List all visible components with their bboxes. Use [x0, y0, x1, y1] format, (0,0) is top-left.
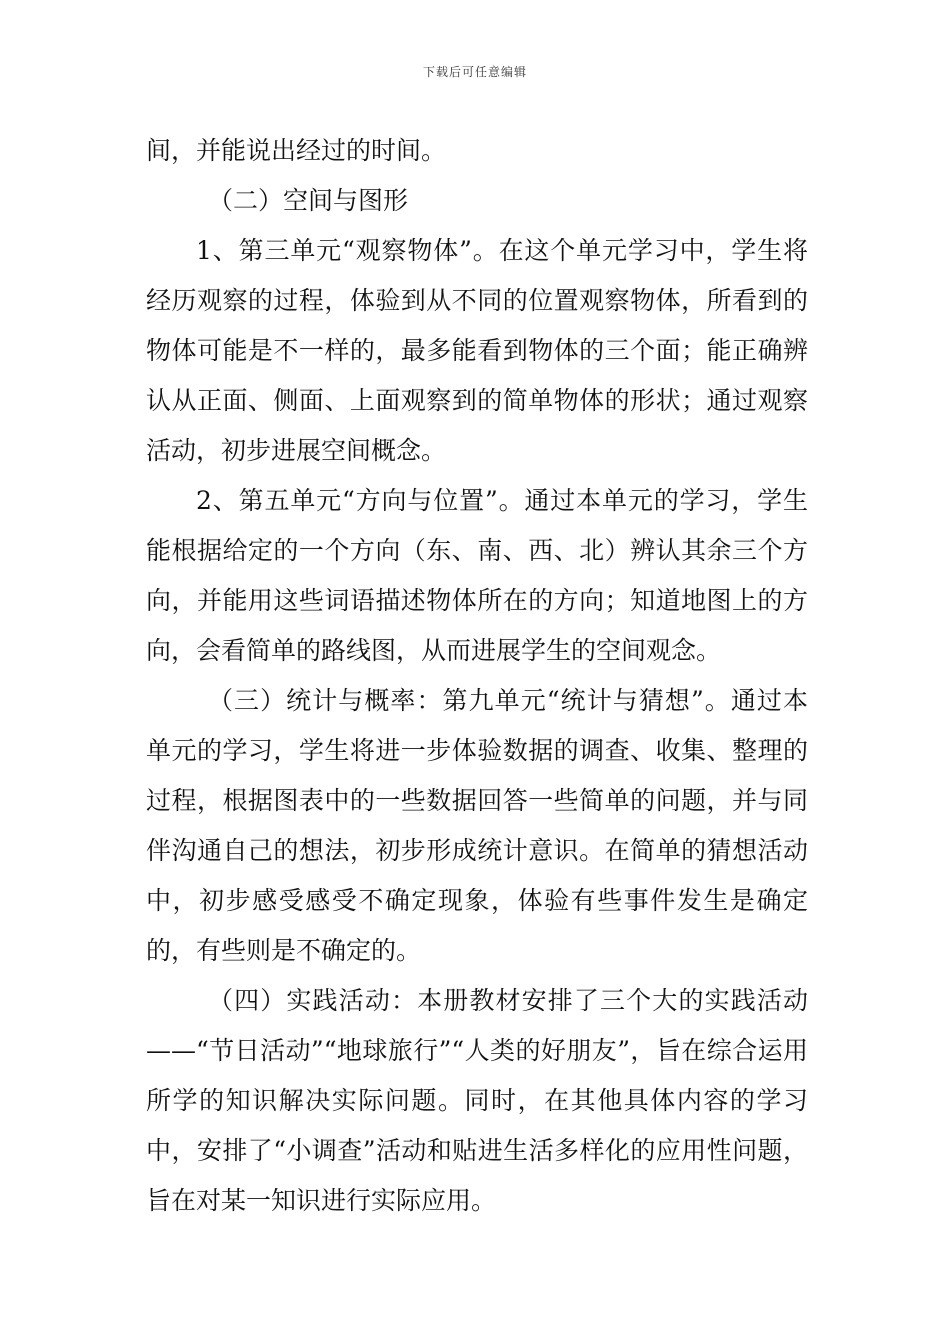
paragraph-practice-activities: （四）实践活动：本册教材安排了三个大的实践活动——“节日活动”“地球旅行”“人类的好朋友”，旨在综合运用所学的知识解决实际问题。同时，在其他具体内容的学习中，安排了“小调查”活动和贴进生活多样化的应用性问题，旨在对某一知识进行实际应用。 — [146, 986, 808, 1215]
page-header: 下载后可任意编辑 — [422, 65, 527, 79]
paragraph-unit-five: 2、第五单元“方向与位置”。通过本单元的学习，学生能根据给定的一个方向（东、南、西、北）辨认其余三个方向，并能用这些词语描述物体所在的方向；知道地图上的方向，会看简单的路线图，从而进展学生的空间观念。 — [146, 486, 808, 665]
document-body — [146, 126, 808, 1226]
section-heading-space-and-shape: （二）空间与图形 — [208, 186, 409, 215]
paragraph-unit-three: 1、第三单元“观察物体”。在这个单元学习中，学生将经历观察的过程，体验到从不同的位置观察物体，所看到的物体可能是不一样的，最多能看到物体的三个面；能正确辨认从正面、侧面、上面观察到的简单物体的形状；通过观察活动，初步进展空间概念。 — [146, 236, 808, 465]
paragraph-continuation: 间，并能说出经过的时间。 — [146, 136, 447, 165]
paragraph-statistics: （三）统计与概率：第九单元“统计与猜想”。通过本单元的学习，学生将进一步体验数据的调查、收集、整理的过程，根据图表中的一些数据回答一些简单的问题，并与同伴沟通自己的想法，初步形成统计意识。在简单的猜想活动中，初步感受感受不确定现象，体验有些事件发生是确定的，有些则是不确定的。 — [146, 686, 808, 965]
